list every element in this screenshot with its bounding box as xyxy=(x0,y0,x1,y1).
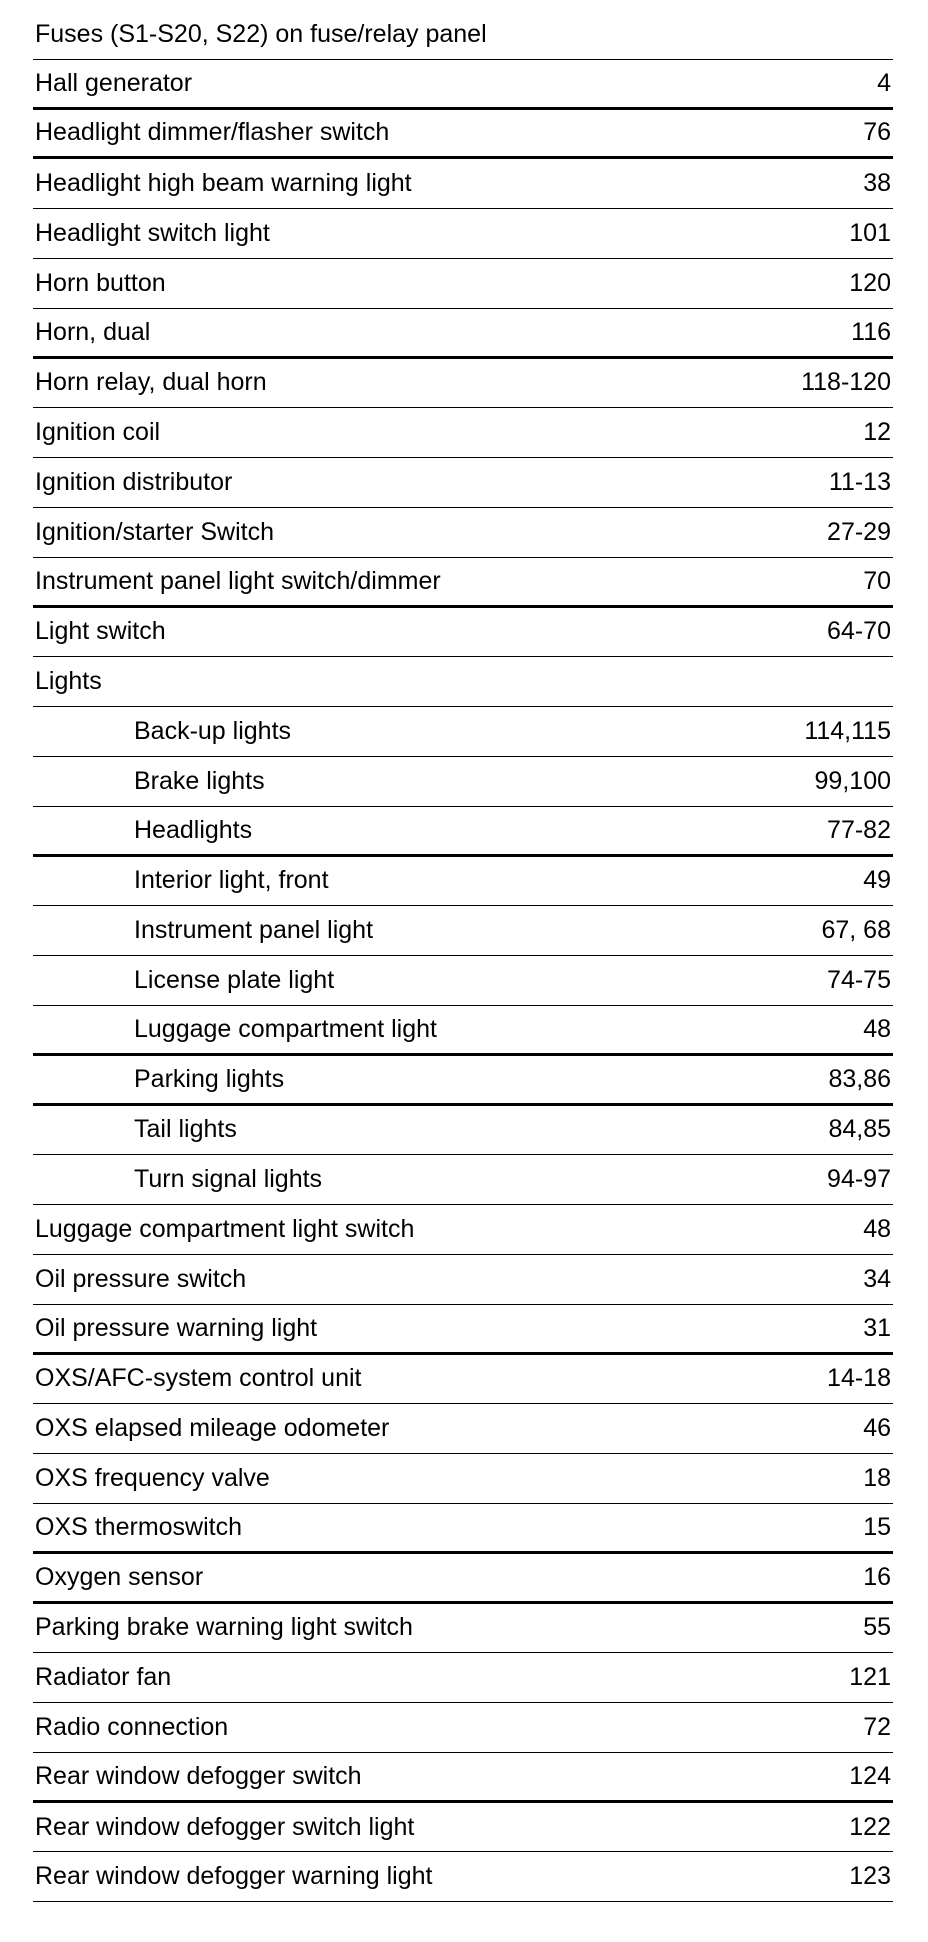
table-row xyxy=(33,558,893,608)
row-page-reference: 11-13 xyxy=(828,468,891,497)
row-label: Rear window defogger switch light xyxy=(35,1812,415,1841)
table-row xyxy=(33,1305,893,1355)
table-row xyxy=(33,60,893,110)
table-row xyxy=(33,10,893,60)
table-row xyxy=(33,408,893,458)
row-page-reference: 101 xyxy=(849,219,891,248)
row-page-reference: 84,85 xyxy=(828,1115,891,1144)
row-page-reference: 118-120 xyxy=(801,368,891,397)
table-row xyxy=(33,857,893,907)
row-page-reference: 72 xyxy=(863,1712,891,1741)
table-row xyxy=(33,1106,893,1156)
table-row xyxy=(33,1155,893,1205)
row-page-reference: 70 xyxy=(863,566,891,595)
table-row xyxy=(33,807,893,857)
table-row xyxy=(33,1205,893,1255)
row-page-reference: 74-75 xyxy=(827,966,891,995)
row-label: OXS thermoswitch xyxy=(35,1512,243,1541)
row-label: Oil pressure warning light xyxy=(35,1313,318,1342)
table-row xyxy=(33,1803,893,1853)
row-label: Oxygen sensor xyxy=(35,1562,204,1591)
table-row xyxy=(33,1852,893,1902)
row-page-reference: 34 xyxy=(863,1264,891,1293)
table-row xyxy=(33,309,893,359)
row-label: OXS/AFC-system control unit xyxy=(35,1364,362,1393)
row-page-reference: 83,86 xyxy=(828,1064,891,1093)
table-row xyxy=(33,458,893,508)
table-row xyxy=(33,657,893,707)
row-label: Hall generator xyxy=(35,68,193,97)
row-page-reference: 15 xyxy=(863,1512,891,1541)
row-label: Fuses (S1-S20, S22) on fuse/relay panel xyxy=(35,19,487,48)
row-label: Tail lights xyxy=(134,1115,237,1144)
table-row xyxy=(33,608,893,658)
row-label: Luggage compartment light switch xyxy=(35,1215,415,1244)
row-label: Rear window defogger switch xyxy=(35,1761,362,1790)
table-row xyxy=(33,1255,893,1305)
row-page-reference: 48 xyxy=(863,1215,891,1244)
row-label: Horn button xyxy=(35,268,166,297)
table-row xyxy=(33,1604,893,1654)
row-page-reference: 16 xyxy=(863,1562,891,1591)
row-label: Headlight switch light xyxy=(35,219,270,248)
row-page-reference: 49 xyxy=(863,866,891,895)
row-label: Oil pressure switch xyxy=(35,1264,247,1293)
row-label: Radiator fan xyxy=(35,1663,172,1692)
row-label: Headlights xyxy=(134,815,253,844)
row-page-reference: 114,115 xyxy=(804,717,891,746)
row-label: Ignition/starter Switch xyxy=(35,517,274,546)
table-row xyxy=(33,359,893,409)
row-page-reference: 64-70 xyxy=(827,617,891,646)
row-label: Interior light, front xyxy=(134,866,329,895)
table-row xyxy=(33,110,893,160)
table-row xyxy=(33,209,893,259)
table-row xyxy=(33,1554,893,1604)
table-row xyxy=(33,1056,893,1106)
row-label: Radio connection xyxy=(35,1712,229,1741)
row-label: Rear window defogger warning light xyxy=(35,1862,433,1891)
row-page-reference: 4 xyxy=(877,68,891,97)
table-row xyxy=(33,1454,893,1504)
row-page-reference: 27-29 xyxy=(827,517,891,546)
row-label: Brake lights xyxy=(134,766,265,795)
table-row xyxy=(33,1355,893,1405)
table-row xyxy=(33,159,893,209)
table-row xyxy=(33,1006,893,1056)
table-row xyxy=(33,1504,893,1554)
row-page-reference: 121 xyxy=(849,1663,891,1692)
row-page-reference: 124 xyxy=(849,1761,891,1790)
table-row xyxy=(33,1753,893,1803)
row-label: Parking lights xyxy=(134,1064,285,1093)
row-label: Parking brake warning light switch xyxy=(35,1613,413,1642)
row-label: Turn signal lights xyxy=(134,1165,323,1194)
row-label: Lights xyxy=(35,667,102,696)
row-label: Horn, dual xyxy=(35,317,151,346)
table-row xyxy=(33,1404,893,1454)
row-label: Headlight dimmer/flasher switch xyxy=(35,118,390,147)
row-page-reference: 123 xyxy=(849,1862,891,1891)
row-page-reference: 116 xyxy=(851,317,891,346)
row-page-reference: 14-18 xyxy=(827,1364,891,1393)
table-row xyxy=(33,906,893,956)
row-page-reference: 55 xyxy=(863,1613,891,1642)
row-page-reference: 77-82 xyxy=(827,815,891,844)
row-page-reference: 76 xyxy=(863,118,891,147)
row-page-reference: 46 xyxy=(863,1414,891,1443)
row-label: Back-up lights xyxy=(134,717,292,746)
row-label: Luggage compartment light xyxy=(134,1014,437,1043)
row-label: Horn relay, dual horn xyxy=(35,368,267,397)
row-page-reference: 12 xyxy=(863,418,891,447)
row-label: Instrument panel light switch/dimmer xyxy=(35,566,441,595)
table-row xyxy=(33,956,893,1006)
row-label: Headlight high beam warning light xyxy=(35,169,412,198)
table-row xyxy=(33,259,893,309)
table-row xyxy=(33,1703,893,1753)
row-label: Instrument panel light xyxy=(134,916,374,945)
row-label: OXS frequency valve xyxy=(35,1464,270,1492)
row-page-reference: 120 xyxy=(849,268,891,297)
row-label: License plate light xyxy=(134,966,335,995)
table-row xyxy=(33,508,893,558)
row-label: OXS elapsed mileage odometer xyxy=(35,1414,390,1443)
table-row xyxy=(33,757,893,807)
row-page-reference: 67, 68 xyxy=(821,916,891,945)
row-page-reference: 38 xyxy=(863,169,891,198)
row-page-reference: 99,100 xyxy=(814,766,891,795)
row-label: Light switch xyxy=(35,617,166,646)
row-label: Ignition distributor xyxy=(35,468,233,497)
index-table xyxy=(33,10,893,1902)
table-row xyxy=(33,707,893,757)
row-page-reference: 48 xyxy=(863,1014,891,1043)
row-page-reference: 31 xyxy=(863,1313,891,1342)
row-label: Ignition coil xyxy=(35,418,161,447)
table-row xyxy=(33,1653,893,1703)
row-page-reference: 18 xyxy=(863,1464,891,1492)
row-page-reference: 94-97 xyxy=(827,1165,891,1194)
row-page-reference: 122 xyxy=(849,1812,891,1841)
